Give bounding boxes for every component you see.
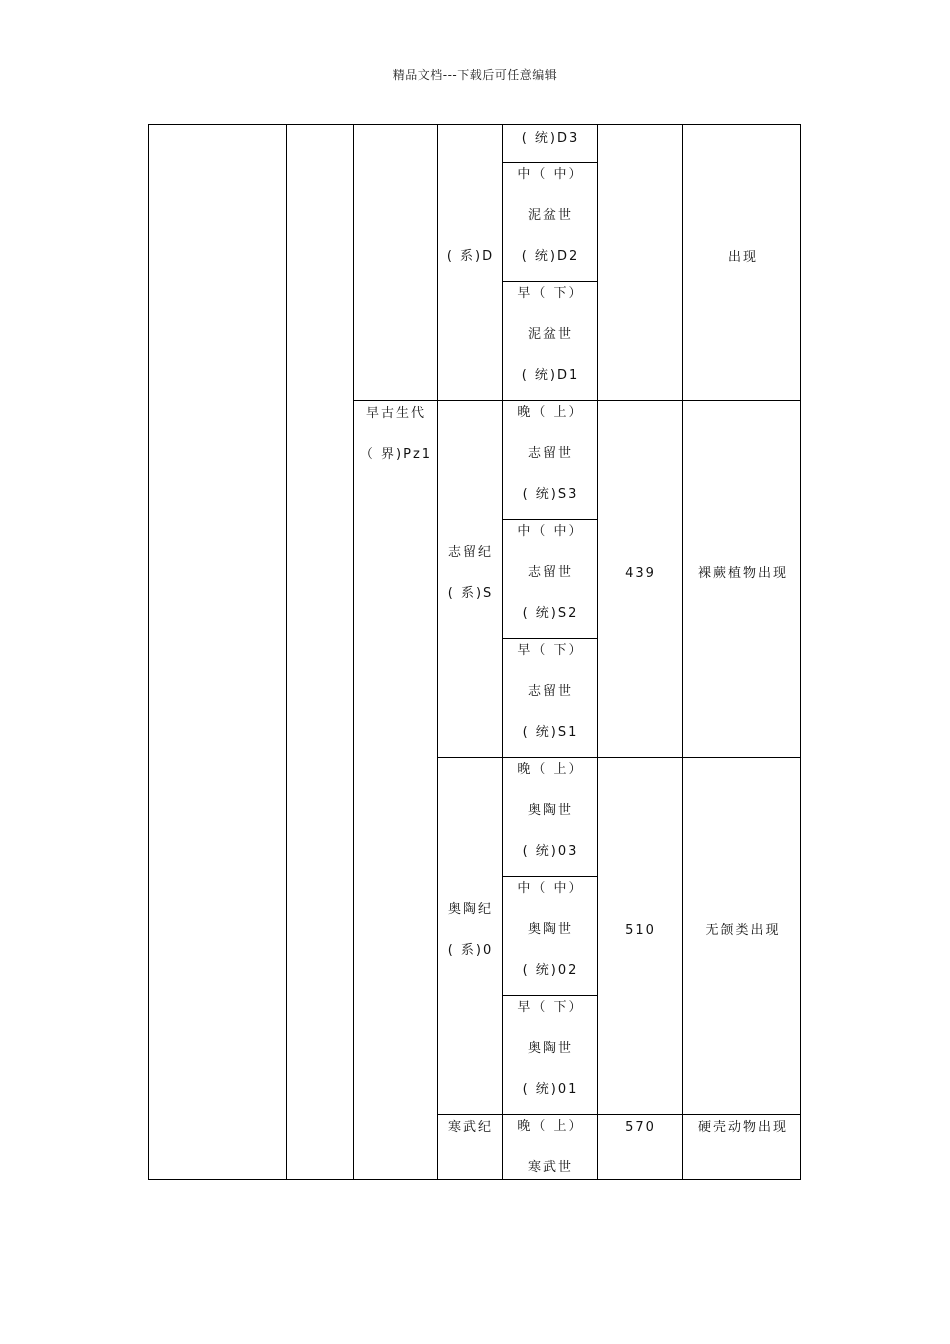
page-header: 精品文档---下载后可任意编辑 xyxy=(392,68,558,82)
epoch-label: ( 统)D1 xyxy=(521,368,580,383)
row-divider xyxy=(502,995,597,996)
epoch-label: ( 统)S3 xyxy=(522,487,579,502)
epoch-label: 早（ 下） xyxy=(517,286,584,301)
epoch-label: 奥陶世 xyxy=(527,1041,573,1056)
epoch-label: 奥陶世 xyxy=(527,803,573,818)
epoch-label: ( 统)S1 xyxy=(522,725,579,740)
event-label: 出现 xyxy=(727,250,758,265)
epoch-label: ( 统)D2 xyxy=(521,249,580,264)
epoch-label: 志留世 xyxy=(527,684,573,699)
column-divider xyxy=(597,125,598,1179)
period-label: ( 系)D xyxy=(446,249,495,264)
geologic-time-table xyxy=(148,124,801,1180)
period-label: ( 系)S xyxy=(447,586,494,601)
period-label: 寒武纪 xyxy=(447,1120,493,1135)
epoch-label: 中（ 中） xyxy=(517,881,584,896)
epoch-label: 中（ 中） xyxy=(517,167,584,182)
epoch-label: 中（ 中） xyxy=(517,524,584,539)
row-divider xyxy=(437,1114,800,1115)
epoch-label: 晚（ 上） xyxy=(517,1119,584,1134)
age-value: 439 xyxy=(625,566,656,581)
period-label: 志留纪 xyxy=(447,545,493,560)
period-label: 奥陶纪 xyxy=(447,902,493,917)
epoch-label: ( 统)S2 xyxy=(522,606,579,621)
era-label: （ 界)Pz1 xyxy=(359,447,433,462)
column-divider xyxy=(502,125,503,1179)
epoch-label: 晚（ 上） xyxy=(517,405,584,420)
epoch-label: 泥盆世 xyxy=(527,327,573,342)
column-divider xyxy=(437,125,438,1179)
row-divider xyxy=(353,400,800,401)
event-label: 裸蕨植物出现 xyxy=(697,566,788,581)
column-divider xyxy=(353,125,354,1179)
epoch-label: 志留世 xyxy=(527,446,573,461)
epoch-label: 晚（ 上） xyxy=(517,762,584,777)
row-divider xyxy=(502,638,597,639)
epoch-label: 泥盆世 xyxy=(527,208,573,223)
epoch-label: 志留世 xyxy=(527,565,573,580)
epoch-label: ( 统)D3 xyxy=(521,131,580,146)
epoch-label: 早（ 下） xyxy=(517,1000,584,1015)
epoch-label: ( 统)03 xyxy=(522,844,579,859)
epoch-label: ( 统)02 xyxy=(522,963,579,978)
age-value: 510 xyxy=(625,923,656,938)
row-divider xyxy=(502,281,597,282)
row-divider xyxy=(502,876,597,877)
period-label: ( 系)0 xyxy=(447,943,494,958)
row-divider xyxy=(502,162,597,163)
event-label: 无颌类出现 xyxy=(705,923,781,938)
epoch-label: 寒武世 xyxy=(527,1160,573,1175)
row-divider xyxy=(437,757,800,758)
event-label: 硬壳动物出现 xyxy=(697,1120,788,1135)
column-divider xyxy=(682,125,683,1179)
row-divider xyxy=(502,519,597,520)
era-label: 早古生代 xyxy=(365,406,426,421)
age-value: 570 xyxy=(625,1120,656,1135)
column-divider xyxy=(286,125,287,1179)
epoch-label: 奥陶世 xyxy=(527,922,573,937)
epoch-label: 早（ 下） xyxy=(517,643,584,658)
epoch-label: ( 统)01 xyxy=(522,1082,579,1097)
